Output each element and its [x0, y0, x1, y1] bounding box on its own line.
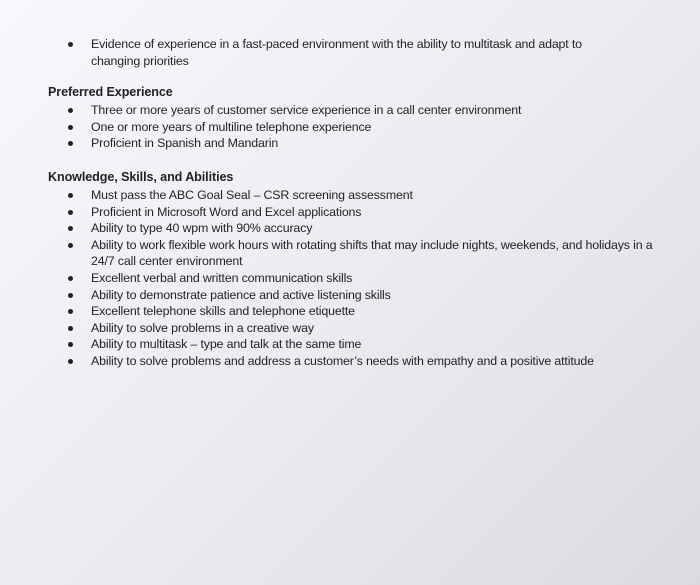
list-item: [64, 36, 624, 69]
knowledge-skills-abilities-section: [48, 169, 658, 370]
bullet-icon: [68, 342, 73, 347]
list-item: [64, 220, 658, 237]
list-item-text: Must pass the ABC Goal Seal – CSR screening assessment: [91, 188, 413, 202]
list-item-text: Ability to solve problems and address a customer’s needs with empathy and a positive attitude: [91, 353, 594, 368]
list-item-text: Excellent verbal and written communication skills: [91, 270, 353, 285]
bullet-icon: [68, 359, 73, 364]
bullet-icon: [68, 309, 73, 314]
bullet-icon: [68, 243, 73, 248]
list-item-text: Ability to demonstrate patience and active listening skills: [91, 287, 391, 302]
bullet-icon: [68, 326, 73, 331]
bullet-icon: [68, 210, 73, 215]
bullet-icon: [68, 125, 73, 130]
section-heading: Knowledge, Skills, and Abilities: [48, 170, 234, 184]
bullet-icon: [68, 226, 73, 231]
list-item: [64, 204, 658, 221]
lead-list: [64, 36, 624, 69]
section-heading: Preferred Experience: [48, 85, 173, 99]
list-item: [64, 187, 658, 204]
list-item: [64, 237, 658, 270]
list-item-text: Evidence of experience in a fast-paced environment with the ability to multitask and adapt to changing priorities: [91, 37, 582, 68]
list-item: [64, 336, 658, 353]
bullet-icon: [68, 141, 73, 146]
list-item-text: Ability to work flexible work hours with rotating shifts that may include nights, weekends, and holidays in a 24/7 call center environment: [91, 237, 653, 269]
list-item: [64, 102, 658, 119]
list-item: [64, 287, 658, 304]
list-item: [64, 353, 658, 370]
list-item: [64, 135, 658, 152]
list-item: [64, 270, 658, 287]
list-item: [64, 303, 658, 320]
list-item: [64, 320, 658, 337]
bullet-icon: [68, 193, 73, 198]
preferred-experience-list: [48, 102, 658, 152]
list-item-text: Ability to solve problems in a creative way: [91, 320, 314, 335]
preferred-experience-section: [48, 84, 658, 152]
list-item-text: Ability to type 40 wpm with 90% accuracy: [91, 221, 313, 236]
list-item-text: One or more years of multiline telephone experience: [91, 119, 372, 134]
knowledge-skills-abilities-list: [48, 187, 658, 370]
list-item-text: Ability to multitask – type and talk at the same time: [91, 337, 362, 352]
list-item-text: Three or more years of customer service experience in a call center environment: [91, 103, 522, 117]
list-item-text: Excellent telephone skills and telephone etiquette: [91, 304, 355, 319]
bullet-icon: [68, 42, 73, 47]
list-item: [64, 119, 658, 136]
list-item-text: Proficient in Spanish and Mandarin: [91, 136, 279, 151]
list-item-text: Proficient in Microsoft Word and Excel applications: [91, 204, 362, 219]
bullet-icon: [68, 108, 73, 113]
bullet-icon: [68, 276, 73, 281]
bullet-icon: [68, 293, 73, 298]
